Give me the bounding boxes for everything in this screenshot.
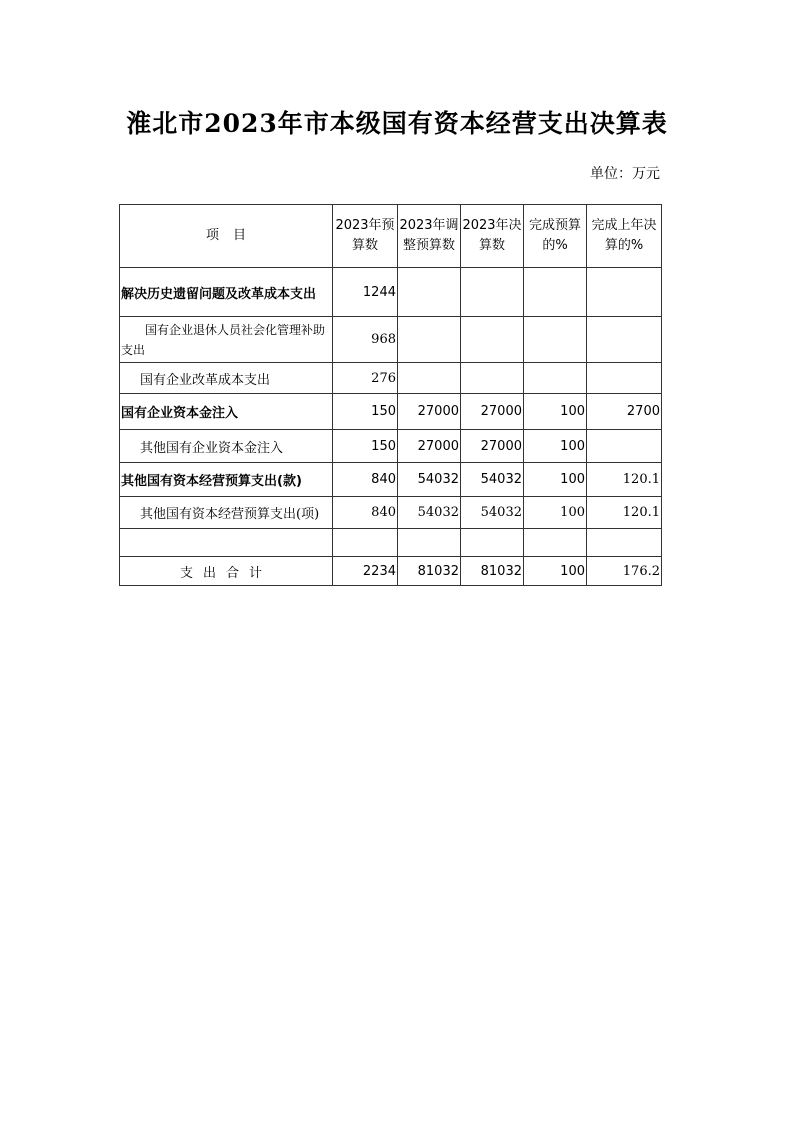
cell-final: 27000 xyxy=(461,430,524,463)
total-final: 81032 xyxy=(461,557,524,586)
table-row xyxy=(120,268,662,317)
cell-adjusted xyxy=(398,268,461,317)
header-pct-last: 完成上年决算的% xyxy=(587,205,662,268)
cell-final: 54032 xyxy=(461,463,524,497)
cell-adjusted: 27000 xyxy=(398,394,461,430)
unit-label: 单位：万元 xyxy=(590,166,660,182)
cell-adjusted xyxy=(398,317,461,363)
total-label: 支出合计 xyxy=(120,557,333,586)
cell-pct-budget: 100 xyxy=(524,497,587,529)
cell-pct-last xyxy=(587,317,662,363)
total-adjusted: 81032 xyxy=(398,557,461,586)
cell-adjusted: 54032 xyxy=(398,497,461,529)
page-title: 淮北市2023年市本级国有资本经营支出决算表 xyxy=(126,109,668,138)
row-name-line1: 国有企业退休人员社会化管理补助 xyxy=(145,322,326,337)
header-budget: 2023年预算数 xyxy=(333,205,398,268)
cell-budget: 968 xyxy=(333,317,398,363)
table-row xyxy=(120,363,662,394)
row-name: 其他国有企业资本金注入 xyxy=(120,430,333,463)
row-name: 其他国有资本经营预算支出(项) xyxy=(120,497,333,529)
cell-pct-budget xyxy=(524,268,587,317)
header-item: 项目 xyxy=(120,205,333,268)
table-row xyxy=(120,394,662,430)
row-name: 其他国有资本经营预算支出(款) xyxy=(120,463,333,497)
cell-pct-budget xyxy=(524,317,587,363)
cell-pct-budget: 100 xyxy=(524,394,587,430)
header-adjusted: 2023年调整预算数 xyxy=(398,205,461,268)
cell-final xyxy=(461,317,524,363)
cell-pct-last xyxy=(587,363,662,394)
table-row xyxy=(120,430,662,463)
cell-adjusted xyxy=(398,363,461,394)
cell-budget: 276 xyxy=(333,363,398,394)
cell-budget: 840 xyxy=(333,463,398,497)
total-pct-budget: 100 xyxy=(524,557,587,586)
row-name: 国有企业改革成本支出 xyxy=(120,363,333,394)
cell-pct-last xyxy=(587,430,662,463)
cell-pct-last: 120.1 xyxy=(587,463,662,497)
cell-final xyxy=(461,268,524,317)
table-row xyxy=(120,317,662,363)
total-pct-last: 176.2 xyxy=(587,557,662,586)
cell-final xyxy=(461,363,524,394)
cell-pct-budget xyxy=(524,363,587,394)
row-name: 国有企业资本金注入 xyxy=(120,394,333,430)
cell-pct-budget: 100 xyxy=(524,430,587,463)
row-name xyxy=(120,317,333,363)
cell-pct-last: 120.1 xyxy=(587,497,662,529)
cell-adjusted: 27000 xyxy=(398,430,461,463)
row-name-line2: 支出 xyxy=(121,342,146,357)
header-pct-budget: 完成预算的% xyxy=(524,205,587,268)
cell-final: 54032 xyxy=(461,497,524,529)
cell-adjusted: 54032 xyxy=(398,463,461,497)
cell-pct-last xyxy=(587,268,662,317)
cell-pct-budget: 100 xyxy=(524,463,587,497)
header-final: 2023年决算数 xyxy=(461,205,524,268)
cell-pct-last: 2700 xyxy=(587,394,662,430)
total-budget: 2234 xyxy=(333,557,398,586)
table-header-row xyxy=(120,205,662,268)
row-name: 解决历史遗留问题及改革成本支出 xyxy=(120,268,333,317)
cell-budget: 150 xyxy=(333,394,398,430)
cell-final: 27000 xyxy=(461,394,524,430)
cell-budget: 1244 xyxy=(333,268,398,317)
table-row xyxy=(120,497,662,529)
table-row-empty xyxy=(120,529,662,557)
cell-budget: 840 xyxy=(333,497,398,529)
table-row xyxy=(120,463,662,497)
table-total-row xyxy=(120,557,662,586)
cell-budget: 150 xyxy=(333,430,398,463)
budget-table xyxy=(119,204,662,586)
